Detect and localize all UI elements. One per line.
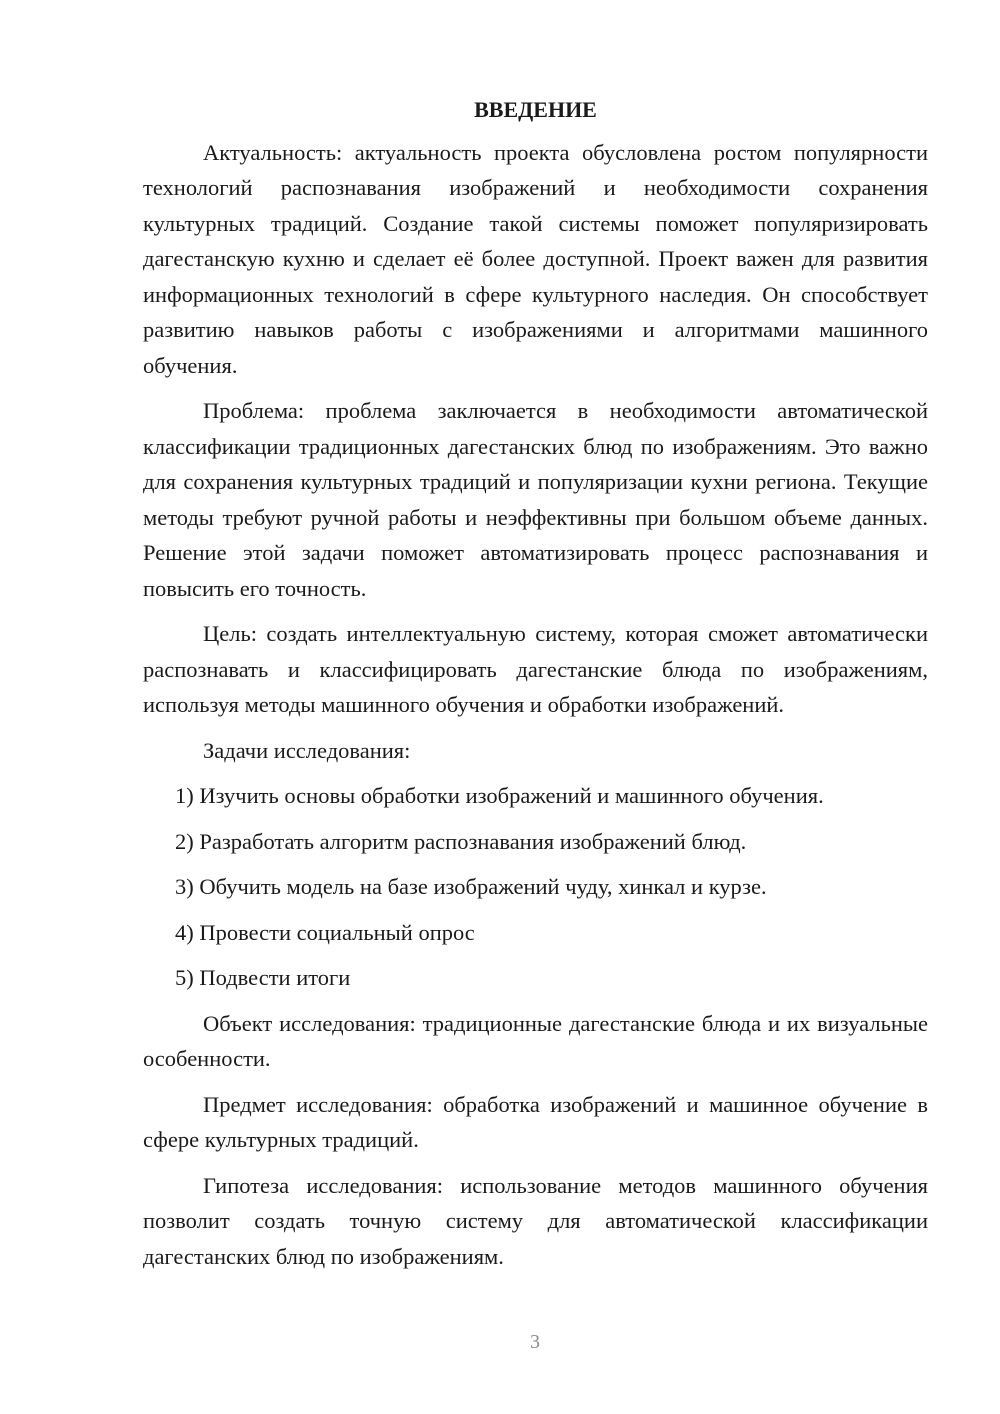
task-item: 4) Провести социальный опрос bbox=[175, 919, 475, 945]
section-title: ВВЕДЕНИЕ bbox=[474, 97, 597, 122]
tasks-list bbox=[143, 778, 928, 996]
paragraph-object: Объект исследования: традиционные дагестанские блюда и их визуальные особенности. bbox=[143, 1010, 928, 1071]
task-item: 1) Изучить основы обработки изображений и машинного обучения. bbox=[175, 783, 824, 808]
paragraph-relevance: Актуальность: актуальность проекта обусловлена ростом популярности технологий распознавания изображений и необходимости сохранения культурных традиций. Создание такой системы поможет популяризировать дагестанскую кухню и сделает её более доступной. Проект важен для развития информационных технологий в сфере культурного наследия. Он способствует развитию навыков работы с изображениями и алгоритмами машинного обучения. bbox=[143, 139, 928, 378]
task-item: 5) Подвести итоги bbox=[175, 965, 351, 990]
paragraph-problem: Проблема: проблема заключается в необходимости автоматической классификации традиционных дагестанских блюд по изображениям. Это важно для сохранения культурных традиций и популяризации кухни региона. Текущие методы требуют ручной работы и неэффективны при большом объеме данных. Решение этой задачи поможет автоматизировать процесс распознавания и повысить его точность. bbox=[143, 398, 928, 601]
tasks-heading: Задачи исследования: bbox=[203, 737, 411, 763]
page-number: 3 bbox=[530, 1331, 540, 1353]
page-content bbox=[143, 92, 928, 1284]
paragraph-subject: Предмет исследования: обработка изображений и машинное обучение в сфере культурных традиций. bbox=[143, 1091, 928, 1152]
paragraph-hypothesis: Гипотеза исследования: использование методов машинного обучения позволит создать точную систему для автоматической классификации дагестанских блюд по изображениям. bbox=[143, 1172, 928, 1269]
paragraph-goal: Цель: создать интеллектуальную систему, которая сможет автоматически распознавать и классифицировать дагестанские блюда по изображениям, используя методы машинного обучения и обработки изображений. bbox=[143, 621, 928, 717]
task-item: 3) Обучить модель на базе изображений чуду, хинкал и курзе. bbox=[175, 874, 767, 899]
task-item: 2) Разработать алгоритм распознавания изображений блюд. bbox=[175, 828, 747, 854]
